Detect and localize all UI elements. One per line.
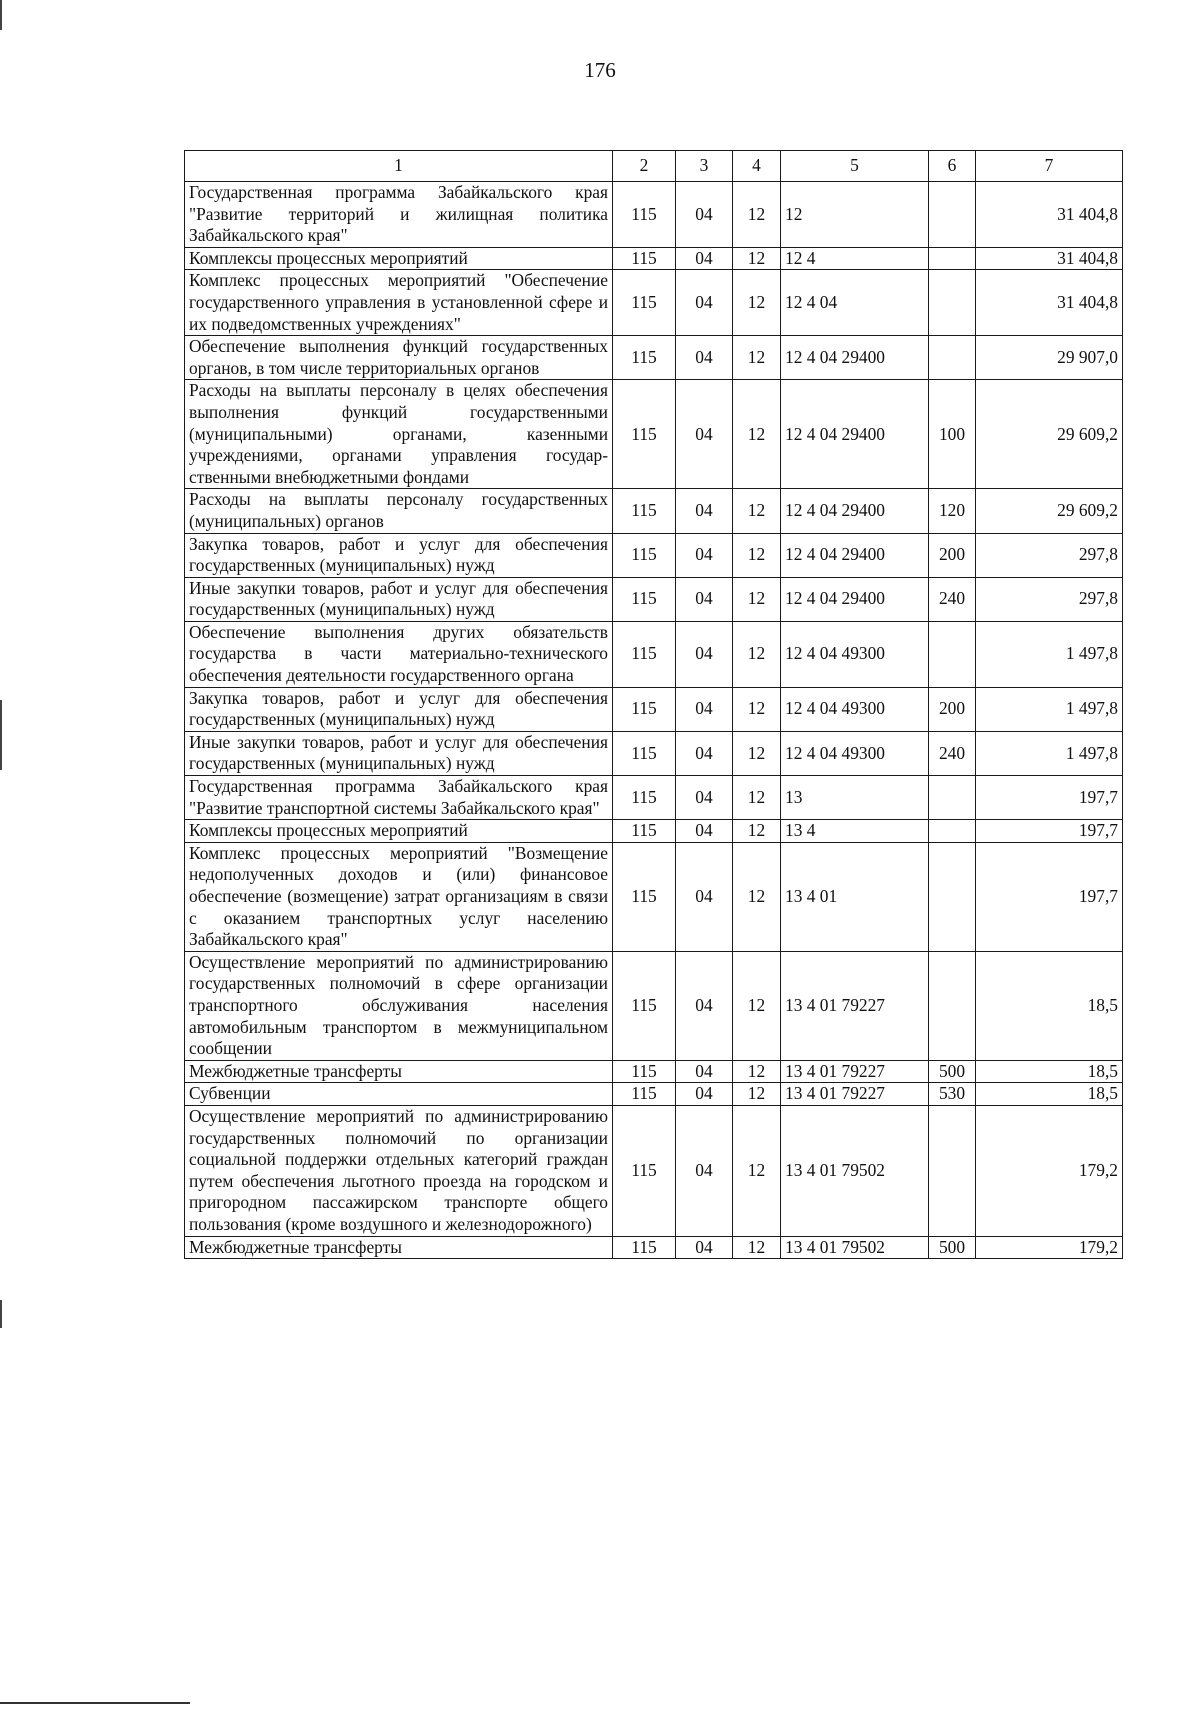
table-row bbox=[185, 533, 1123, 577]
expense-type-code bbox=[929, 842, 976, 951]
amount: 1 497,8 bbox=[976, 731, 1123, 775]
amount: 197,7 bbox=[976, 820, 1123, 843]
header-cell: 5 bbox=[781, 151, 929, 182]
table-row bbox=[185, 842, 1123, 951]
expense-type-code bbox=[929, 951, 976, 1060]
item-name: Осуществление мероприятий по администрированию государственных полномочий по организации социальной поддержки отдельных категорий граждан путем обеспечения льготного проезда на городском и пригородном пассажирском транспорте общего пользования (кроме воздушного и железнодорожного) bbox=[185, 1105, 613, 1236]
amount: 31 404,8 bbox=[976, 247, 1123, 270]
amount: 29 609,2 bbox=[976, 380, 1123, 489]
target-code: 12 bbox=[781, 182, 929, 248]
expense-type-code: 500 bbox=[929, 1236, 976, 1259]
expense-type-code bbox=[929, 1105, 976, 1236]
section-code: 04 bbox=[676, 577, 733, 621]
admin-code: 115 bbox=[613, 577, 676, 621]
admin-code: 115 bbox=[613, 621, 676, 687]
subsection-code: 12 bbox=[733, 489, 781, 533]
section-code: 04 bbox=[676, 1236, 733, 1259]
subsection-code: 12 bbox=[733, 577, 781, 621]
item-name: Межбюджетные трансферты bbox=[185, 1236, 613, 1259]
target-code: 12 4 04 29400 bbox=[781, 533, 929, 577]
expense-type-code bbox=[929, 270, 976, 336]
target-code: 13 bbox=[781, 776, 929, 820]
table-row bbox=[185, 776, 1123, 820]
expense-type-code: 530 bbox=[929, 1083, 976, 1106]
left-edge-mark-middle bbox=[0, 700, 2, 770]
section-code: 04 bbox=[676, 1060, 733, 1083]
amount: 29 907,0 bbox=[976, 336, 1123, 380]
amount: 297,8 bbox=[976, 533, 1123, 577]
amount: 31 404,8 bbox=[976, 270, 1123, 336]
section-code: 04 bbox=[676, 842, 733, 951]
item-name: Комплексы процессных мероприятий bbox=[185, 247, 613, 270]
table-row bbox=[185, 270, 1123, 336]
admin-code: 115 bbox=[613, 820, 676, 843]
left-edge-mark-top bbox=[0, 0, 2, 30]
admin-code: 115 bbox=[613, 1060, 676, 1083]
admin-code: 115 bbox=[613, 687, 676, 731]
amount: 31 404,8 bbox=[976, 182, 1123, 248]
table-row bbox=[185, 820, 1123, 843]
section-code: 04 bbox=[676, 1105, 733, 1236]
item-name: Обеспечение выполнения других обязательств государства в части материально-технического обеспечения деятельности государственного органа bbox=[185, 621, 613, 687]
item-name: Иные закупки товаров, работ и услуг для обеспечения государственных (муниципальных) нужд bbox=[185, 577, 613, 621]
amount: 197,7 bbox=[976, 776, 1123, 820]
target-code: 13 4 01 79227 bbox=[781, 1083, 929, 1106]
header-cell: 2 bbox=[613, 151, 676, 182]
target-code: 13 4 01 79502 bbox=[781, 1105, 929, 1236]
subsection-code: 12 bbox=[733, 1236, 781, 1259]
admin-code: 115 bbox=[613, 336, 676, 380]
section-code: 04 bbox=[676, 621, 733, 687]
table-header-row bbox=[185, 151, 1123, 182]
amount: 197,7 bbox=[976, 842, 1123, 951]
subsection-code: 12 bbox=[733, 731, 781, 775]
item-name: Расходы на выплаты персоналу в целях обеспечения выполнения функций государственными (муниципальными) органами, казенными учреждениями, органами управления государственными внебюджетными фондами bbox=[185, 380, 613, 489]
item-name: Государственная программа Забайкальского края "Развитие транспортной системы Забайкальского края" bbox=[185, 776, 613, 820]
admin-code: 115 bbox=[613, 1083, 676, 1106]
subsection-code: 12 bbox=[733, 380, 781, 489]
subsection-code: 12 bbox=[733, 182, 781, 248]
admin-code: 115 bbox=[613, 247, 676, 270]
subsection-code: 12 bbox=[733, 1083, 781, 1106]
subsection-code: 12 bbox=[733, 247, 781, 270]
table-row bbox=[185, 1060, 1123, 1083]
admin-code: 115 bbox=[613, 951, 676, 1060]
table-row bbox=[185, 247, 1123, 270]
section-code: 04 bbox=[676, 731, 733, 775]
expense-type-code: 200 bbox=[929, 533, 976, 577]
table-row bbox=[185, 182, 1123, 248]
target-code: 12 4 04 29400 bbox=[781, 489, 929, 533]
target-code: 12 4 04 29400 bbox=[781, 577, 929, 621]
section-code: 04 bbox=[676, 489, 733, 533]
target-code: 12 4 04 29400 bbox=[781, 380, 929, 489]
expense-type-code: 240 bbox=[929, 731, 976, 775]
header-cell: 3 bbox=[676, 151, 733, 182]
header-cell: 6 bbox=[929, 151, 976, 182]
table-body bbox=[185, 182, 1123, 1259]
table-row bbox=[185, 621, 1123, 687]
admin-code: 115 bbox=[613, 1236, 676, 1259]
item-name: Комплексы процессных мероприятий bbox=[185, 820, 613, 843]
table-row bbox=[185, 577, 1123, 621]
table-row bbox=[185, 1105, 1123, 1236]
section-code: 04 bbox=[676, 247, 733, 270]
amount: 18,5 bbox=[976, 1083, 1123, 1106]
target-code: 12 4 04 49300 bbox=[781, 687, 929, 731]
section-code: 04 bbox=[676, 182, 733, 248]
expense-type-code: 100 bbox=[929, 380, 976, 489]
subsection-code: 12 bbox=[733, 533, 781, 577]
subsection-code: 12 bbox=[733, 951, 781, 1060]
subsection-code: 12 bbox=[733, 820, 781, 843]
section-code: 04 bbox=[676, 270, 733, 336]
amount: 1 497,8 bbox=[976, 621, 1123, 687]
table-row bbox=[185, 731, 1123, 775]
item-name: Закупка товаров, работ и услуг для обеспечения государственных (муниципальных) нужд bbox=[185, 533, 613, 577]
subsection-code: 12 bbox=[733, 270, 781, 336]
amount: 179,2 bbox=[976, 1105, 1123, 1236]
subsection-code: 12 bbox=[733, 336, 781, 380]
left-edge-mark-lower bbox=[0, 1300, 2, 1328]
expense-type-code bbox=[929, 182, 976, 248]
amount: 18,5 bbox=[976, 951, 1123, 1060]
subsection-code: 12 bbox=[733, 842, 781, 951]
page-number: 176 bbox=[584, 58, 616, 82]
subsection-code: 12 bbox=[733, 621, 781, 687]
admin-code: 115 bbox=[613, 1105, 676, 1236]
expense-type-code: 200 bbox=[929, 687, 976, 731]
item-name: Межбюджетные трансферты bbox=[185, 1060, 613, 1083]
target-code: 12 4 04 bbox=[781, 270, 929, 336]
item-name: Субвенции bbox=[185, 1083, 613, 1106]
admin-code: 115 bbox=[613, 533, 676, 577]
table-row bbox=[185, 1236, 1123, 1259]
amount: 179,2 bbox=[976, 1236, 1123, 1259]
expense-type-code bbox=[929, 336, 976, 380]
table-row bbox=[185, 951, 1123, 1060]
amount: 29 609,2 bbox=[976, 489, 1123, 533]
admin-code: 115 bbox=[613, 270, 676, 336]
section-code: 04 bbox=[676, 380, 733, 489]
item-name: Иные закупки товаров, работ и услуг для обеспечения государственных (муниципальных) нужд bbox=[185, 731, 613, 775]
subsection-code: 12 bbox=[733, 1105, 781, 1236]
section-code: 04 bbox=[676, 820, 733, 843]
item-name: Закупка товаров, работ и услуг для обеспечения государственных (муниципальных) нужд bbox=[185, 687, 613, 731]
section-code: 04 bbox=[676, 687, 733, 731]
expense-type-code: 500 bbox=[929, 1060, 976, 1083]
target-code: 12 4 04 49300 bbox=[781, 731, 929, 775]
table-row bbox=[185, 380, 1123, 489]
item-name: Расходы на выплаты персоналу государственных (муниципальных) органов bbox=[185, 489, 613, 533]
budget-table bbox=[184, 150, 1123, 1259]
expense-type-code: 240 bbox=[929, 577, 976, 621]
expense-type-code bbox=[929, 776, 976, 820]
admin-code: 115 bbox=[613, 380, 676, 489]
section-code: 04 bbox=[676, 776, 733, 820]
amount: 1 497,8 bbox=[976, 687, 1123, 731]
header-cell: 7 bbox=[976, 151, 1123, 182]
table-row bbox=[185, 687, 1123, 731]
amount: 18,5 bbox=[976, 1060, 1123, 1083]
subsection-code: 12 bbox=[733, 776, 781, 820]
target-code: 12 4 bbox=[781, 247, 929, 270]
target-code: 12 4 04 29400 bbox=[781, 336, 929, 380]
expense-type-code bbox=[929, 247, 976, 270]
item-name: Государственная программа Забайкальского края "Развитие территорий и жилищная политика Забайкальского края" bbox=[185, 182, 613, 248]
expense-type-code bbox=[929, 820, 976, 843]
amount: 297,8 bbox=[976, 577, 1123, 621]
section-code: 04 bbox=[676, 336, 733, 380]
section-code: 04 bbox=[676, 1083, 733, 1106]
target-code: 13 4 01 79227 bbox=[781, 951, 929, 1060]
table-row bbox=[185, 336, 1123, 380]
expense-type-code: 120 bbox=[929, 489, 976, 533]
admin-code: 115 bbox=[613, 776, 676, 820]
admin-code: 115 bbox=[613, 842, 676, 951]
subsection-code: 12 bbox=[733, 687, 781, 731]
section-code: 04 bbox=[676, 951, 733, 1060]
table-row bbox=[185, 1083, 1123, 1106]
expense-type-code bbox=[929, 621, 976, 687]
admin-code: 115 bbox=[613, 489, 676, 533]
target-code: 13 4 01 bbox=[781, 842, 929, 951]
admin-code: 115 bbox=[613, 182, 676, 248]
footer-rule bbox=[0, 1702, 190, 1704]
item-name: Комплекс процессных мероприятий "Обеспечение государственного управления в установленной сфере и их подведомственных учреждениях" bbox=[185, 270, 613, 336]
target-code: 13 4 bbox=[781, 820, 929, 843]
target-code: 13 4 01 79227 bbox=[781, 1060, 929, 1083]
header-cell: 4 bbox=[733, 151, 781, 182]
header-cell: 1 bbox=[185, 151, 613, 182]
target-code: 13 4 01 79502 bbox=[781, 1236, 929, 1259]
item-name: Комплекс процессных мероприятий "Возмещение недополученных доходов и (или) финансовое обеспечение (возмещение) затрат организациям в связи с оказанием транспортных услуг населению Забайкальского края" bbox=[185, 842, 613, 951]
admin-code: 115 bbox=[613, 731, 676, 775]
section-code: 04 bbox=[676, 533, 733, 577]
target-code: 12 4 04 49300 bbox=[781, 621, 929, 687]
item-name: Обеспечение выполнения функций государственных органов, в том числе территориальных органов bbox=[185, 336, 613, 380]
table-row bbox=[185, 489, 1123, 533]
subsection-code: 12 bbox=[733, 1060, 781, 1083]
item-name: Осуществление мероприятий по администрированию государственных полномочий в сфере организации транспортного обслуживания населения автомобильным транспортом в межмуниципальном сообщении bbox=[185, 951, 613, 1060]
